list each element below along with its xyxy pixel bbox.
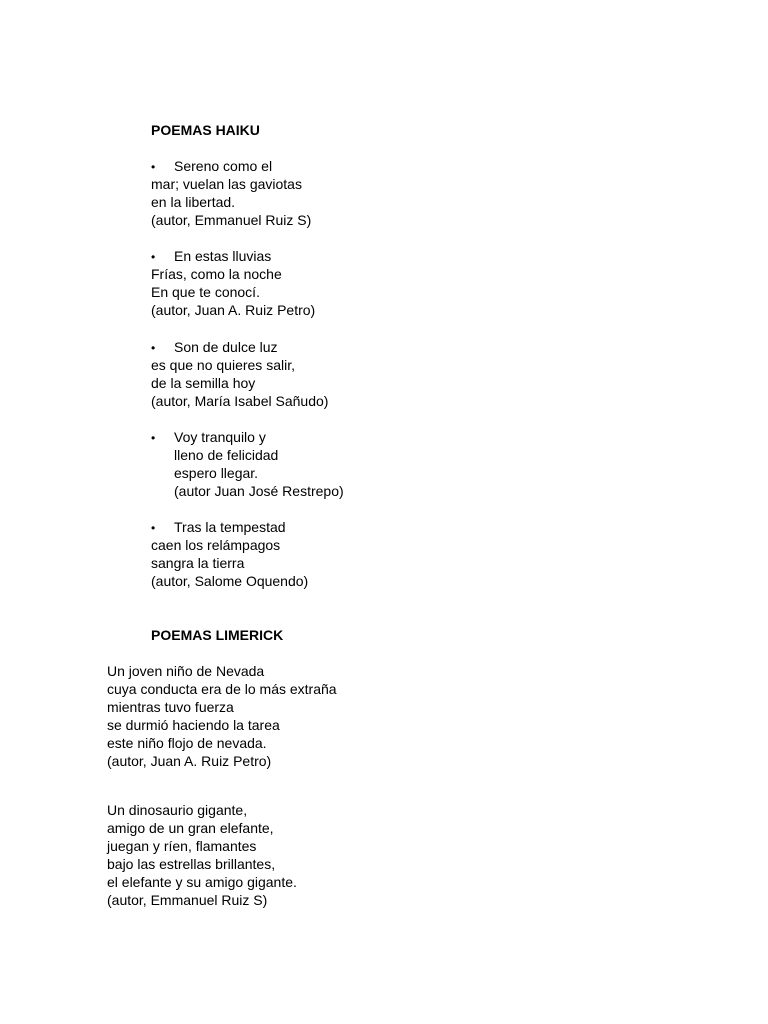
bullet-icon: •: [151, 431, 156, 445]
poem-line: de la semilla hoy: [151, 375, 256, 391]
haiku-poem: [151, 157, 311, 229]
haiku-heading: POEMAS HAIKU: [151, 122, 260, 138]
haiku-poem: [151, 247, 315, 319]
poem-line: espero llegar.: [174, 465, 259, 481]
bullet-icon: •: [151, 250, 156, 264]
poem-author: (autor, María Isabel Sañudo): [151, 393, 329, 409]
poem-author: (autor, Emmanuel Ruiz S): [151, 212, 312, 228]
limerick-heading: POEMAS LIMERICK: [151, 627, 284, 643]
poem-author: (autor, Juan A. Ruiz Petro): [151, 302, 316, 318]
poem-line: Un joven niño de Nevada: [107, 663, 265, 679]
poem-line: bajo las estrellas brillantes,: [107, 856, 276, 872]
poem-line: el elefante y su amigo gigante.: [107, 874, 297, 890]
poem-line: • En estas lluvias: [151, 248, 272, 264]
poem-line: mientras tuvo fuerza: [107, 699, 234, 715]
poem-line: cuya conducta era de lo más extraña: [107, 681, 337, 697]
poem-author: (autor, Salome Oquendo): [151, 573, 309, 589]
poem-line: • Tras la tempestad: [151, 519, 286, 535]
poem-line: • Son de dulce luz: [151, 339, 278, 355]
poem-line: este niño flojo de nevada.: [107, 735, 267, 751]
limerick-poem: [107, 801, 297, 909]
poem-line: lleno de felicidad: [174, 447, 279, 463]
limerick-poem: [107, 662, 337, 770]
bullet-icon: •: [151, 521, 156, 535]
poem-line: mar; vuelan las gaviotas: [151, 176, 302, 192]
poem-line: Un dinosaurio gigante,: [107, 802, 248, 818]
poem-line: se durmió haciendo la tarea: [107, 717, 280, 733]
haiku-poem: [151, 518, 308, 590]
haiku-poem: [151, 338, 328, 410]
poem-line: sangra la tierra: [151, 555, 245, 571]
poem-line: amigo de un gran elefante,: [107, 820, 274, 836]
poem-line: • Sereno como el: [151, 158, 273, 174]
poem-line: juegan y ríen, flamantes: [107, 838, 257, 854]
poem-line: Frías, como la noche: [151, 266, 282, 282]
bullet-icon: •: [151, 341, 156, 355]
poem-author: (autor Juan José Restrepo): [174, 483, 344, 499]
haiku-poem: [151, 428, 344, 500]
bullet-icon: •: [151, 160, 156, 174]
poem-line: En que te conocí.: [151, 284, 260, 300]
poem-line: caen los relámpagos: [151, 537, 281, 553]
poem-line: es que no quieres salir,: [151, 357, 295, 373]
poem-author: (autor, Emmanuel Ruiz S): [107, 892, 268, 908]
poem-author: (autor, Juan A. Ruiz Petro): [107, 753, 272, 769]
poem-line: en la libertad.: [151, 194, 236, 210]
poem-line: • Voy tranquilo y: [151, 429, 266, 445]
